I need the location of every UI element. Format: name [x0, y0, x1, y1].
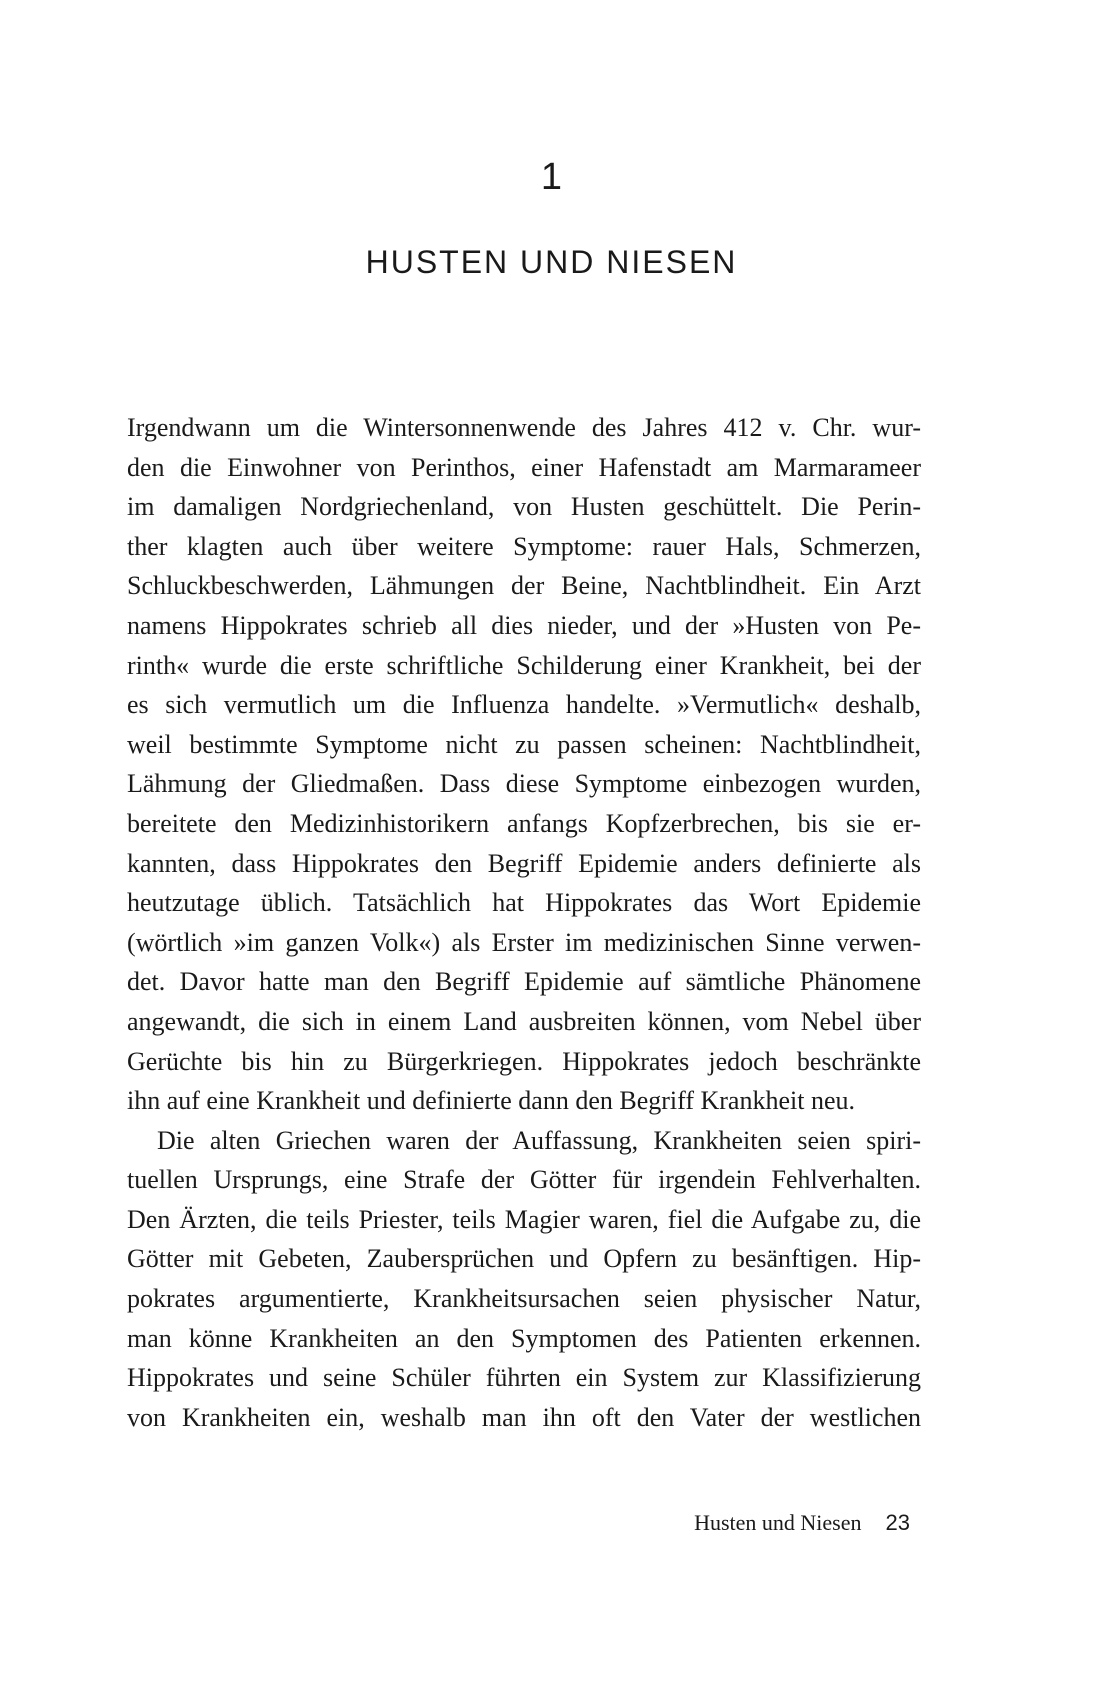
- text-line: es sich vermutlich um die Influenza handelte. »Vermutlich« deshalb,: [127, 690, 921, 720]
- text-line: ther klagten auch über weitere Symptome: rauer Hals, Schmerzen,: [127, 531, 921, 561]
- text-line: tuellen Ursprungs, eine Strafe der Götter für irgendein Fehlverhalten.: [127, 1165, 921, 1195]
- text-line: bereitete den Medizinhistorikern anfangs Kopfzerbrechen, bis sie er-: [127, 808, 921, 838]
- chapter-number: 1: [540, 156, 563, 198]
- text-line: Gerüchte bis hin zu Bürgerkriegen. Hippokrates jedoch beschränkte: [127, 1046, 921, 1076]
- body-text: [127, 408, 921, 1437]
- text-line: Irgendwann um die Wintersonnenwende des Jahres 412 v. Chr. wur-: [127, 413, 921, 442]
- running-head: Husten und Niesen: [694, 1510, 862, 1535]
- text-line: Hippokrates und seine Schüler führten ein System zur Klassifizierung: [127, 1363, 921, 1393]
- text-line: Die alten Griechen waren der Auffassung, Krankheiten seien spiri-: [157, 1125, 921, 1155]
- page-footer: [694, 1510, 910, 1536]
- text-line: kannten, dass Hippokrates den Begriff Epidemie anders definierte als: [127, 848, 921, 878]
- text-line: Schluckbeschwerden, Lähmungen der Beine, Nachtblindheit. Ein Arzt: [127, 571, 921, 601]
- text-line: im damaligen Nordgriechenland, von Husten geschüttelt. Die Perin-: [127, 492, 921, 522]
- chapter-title: HUSTEN UND NIESEN: [365, 244, 738, 280]
- text-line: Den Ärzten, die teils Priester, teils Magier waren, fiel die Aufgabe zu, die: [127, 1204, 921, 1234]
- text-line: man könne Krankheiten an den Symptomen des Patienten erkennen.: [127, 1323, 921, 1353]
- page-number: 23: [885, 1510, 910, 1535]
- text-line: weil bestimmte Symptome nicht zu passen scheinen: Nachtblindheit,: [127, 729, 921, 759]
- text-line: den die Einwohner von Perinthos, einer Hafenstadt am Marmarameer: [127, 452, 921, 482]
- text-line: namens Hippokrates schrieb all dies nieder, und der »Husten von Pe-: [127, 610, 921, 640]
- text-line: rinth« wurde die erste schriftliche Schilderung einer Krankheit, bei der: [127, 650, 921, 680]
- text-line: det. Davor hatte man den Begriff Epidemie auf sämtliche Phänomene: [127, 967, 921, 997]
- text-line: Lähmung der Gliedmaßen. Dass diese Symptome einbezogen wurden,: [127, 769, 921, 799]
- text-line: angewandt, die sich in einem Land ausbreiten können, vom Nebel über: [127, 1006, 921, 1036]
- text-line: Götter mit Gebeten, Zaubersprüchen und Opfern zu besänftigen. Hip-: [127, 1244, 921, 1274]
- text-line: von Krankheiten ein, weshalb man ihn oft den Vater der westlichen: [127, 1402, 921, 1432]
- text-line: pokrates argumentierte, Krankheitsursachen seien physischer Natur,: [127, 1284, 921, 1314]
- text-line: (wörtlich »im ganzen Volk«) als Erster im medizinischen Sinne verwen-: [127, 927, 921, 957]
- text-line: heutzutage üblich. Tatsächlich hat Hippokrates das Wort Epidemie: [127, 888, 921, 918]
- text-line: ihn auf eine Krankheit und definierte dann den Begriff Krankheit neu.: [127, 1086, 855, 1116]
